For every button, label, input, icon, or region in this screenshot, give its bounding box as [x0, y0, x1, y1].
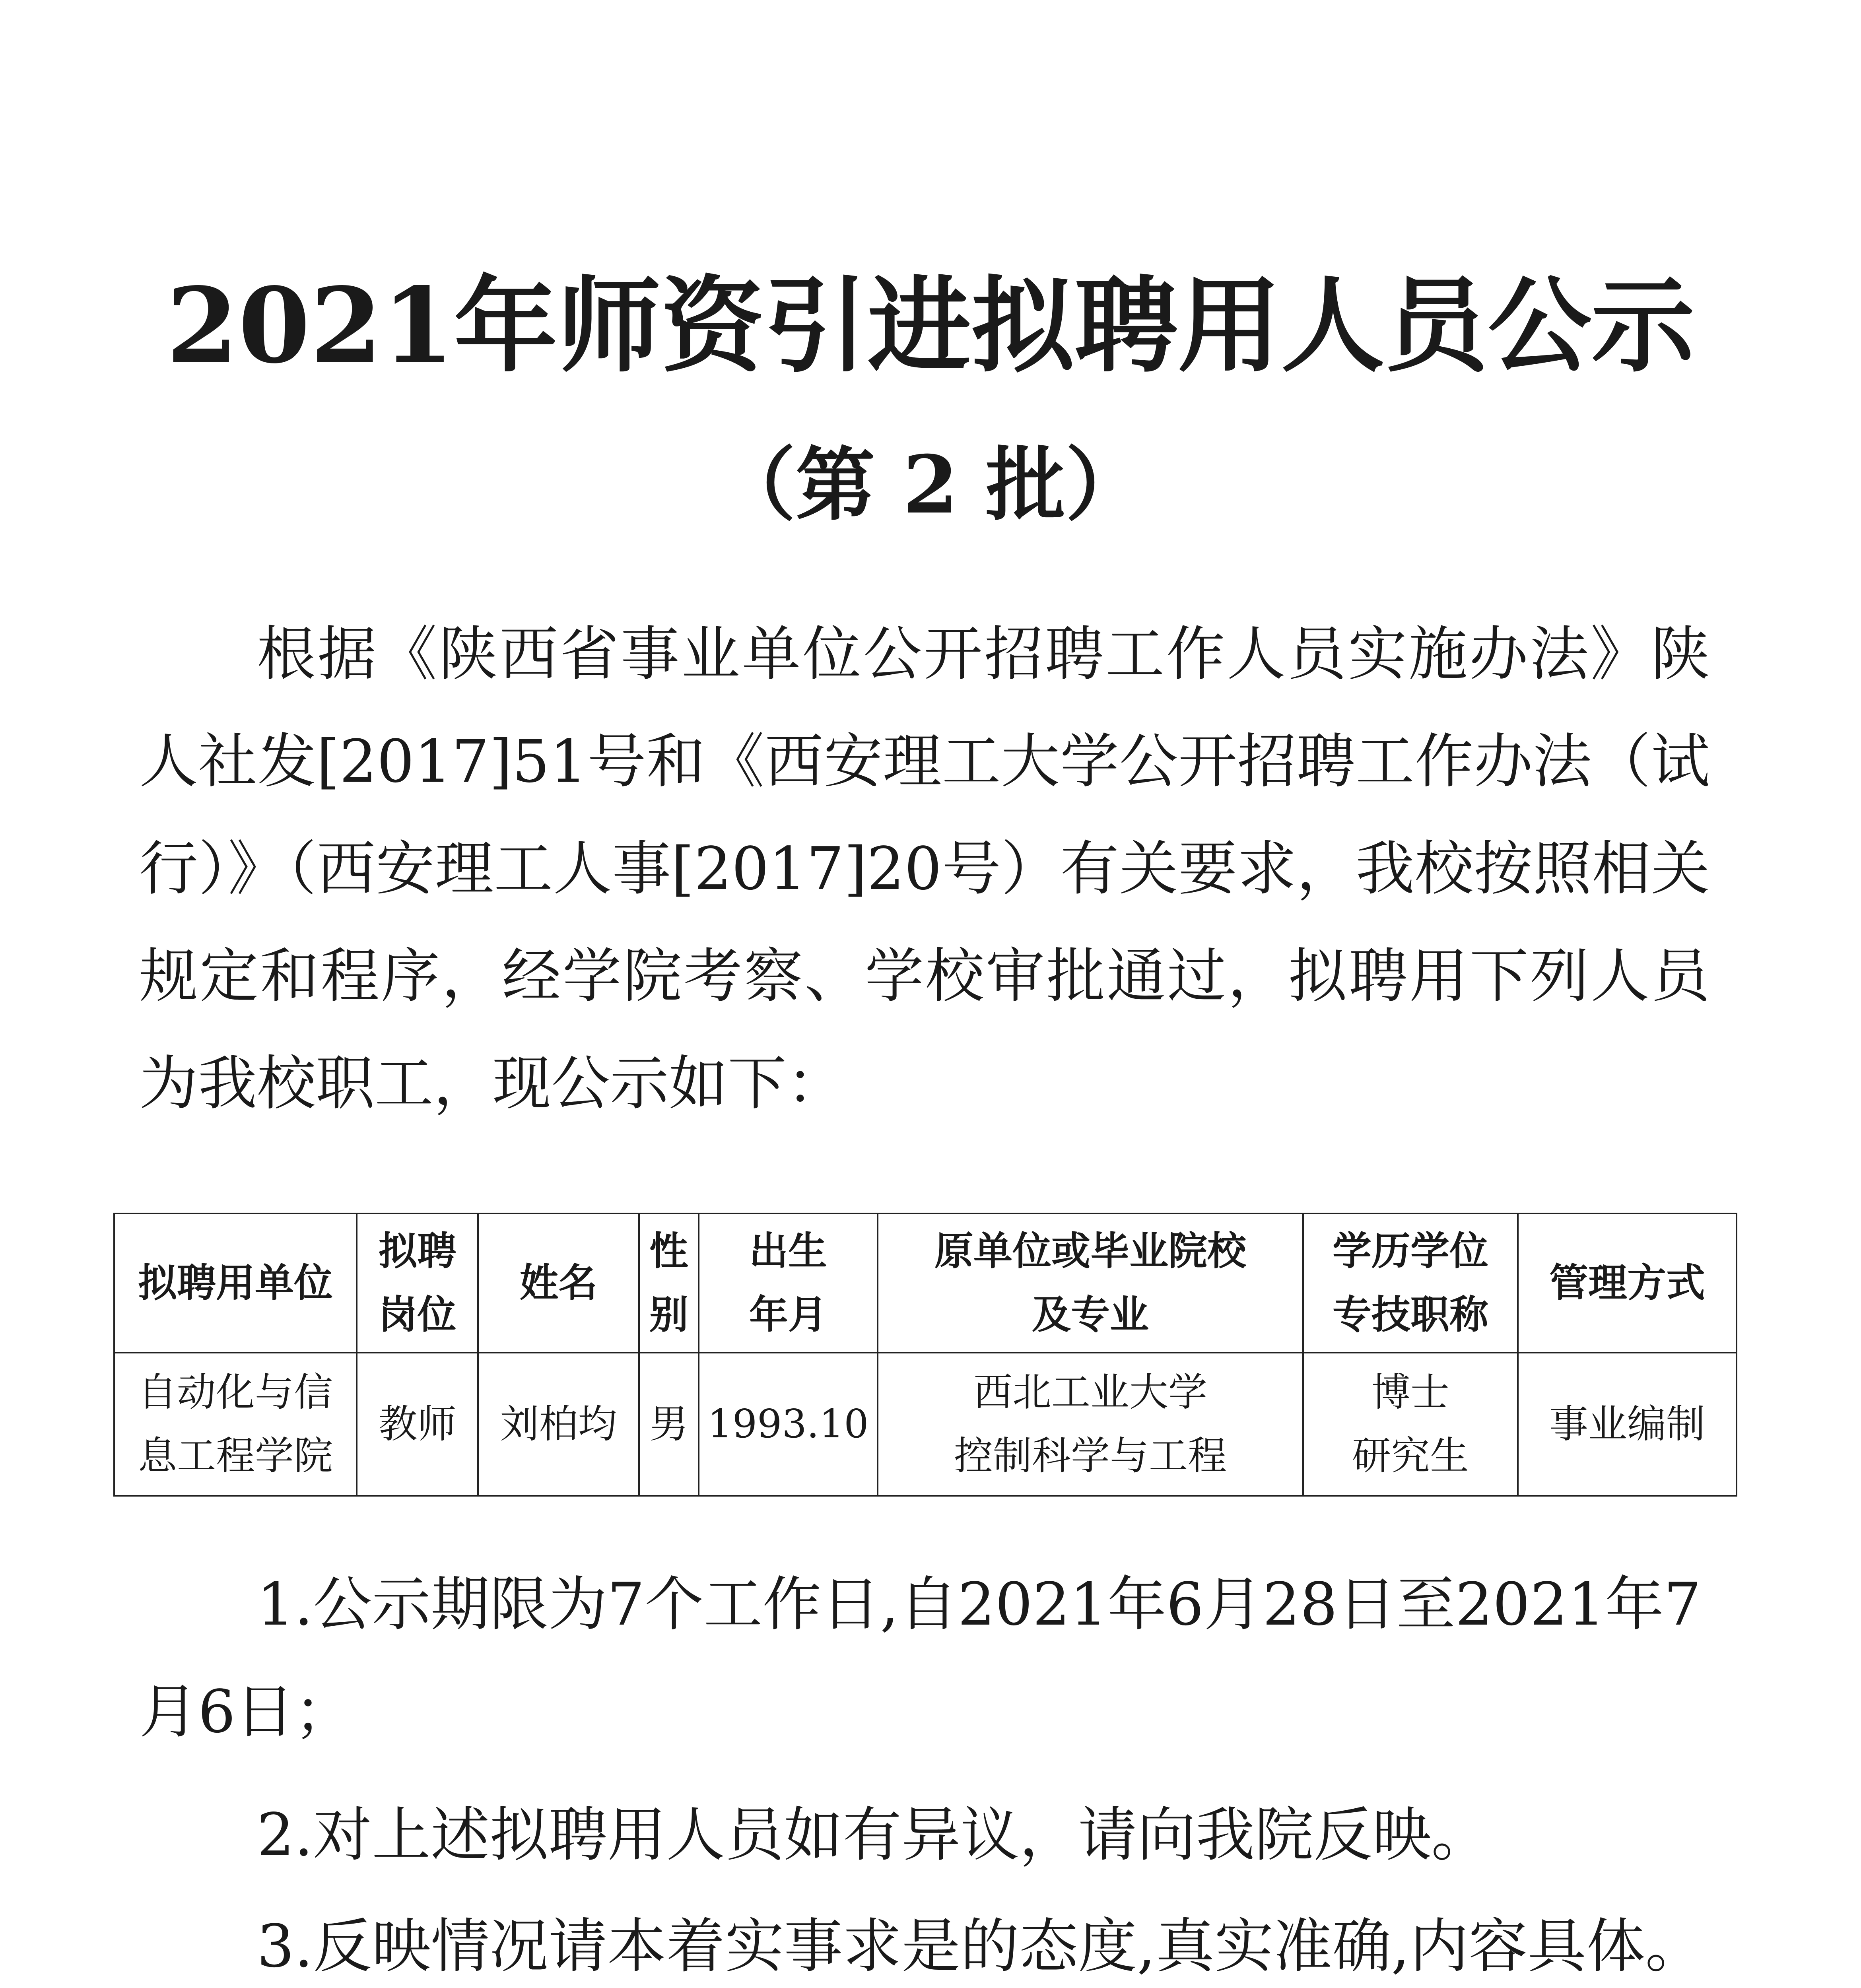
cell-management: 事业编制	[1518, 1353, 1737, 1496]
header-name: 姓名	[478, 1213, 639, 1353]
header-school: 原单位或毕业院校 及专业	[878, 1213, 1303, 1353]
header-gender: 性 别	[639, 1213, 699, 1353]
cell-name: 刘柏均	[478, 1353, 639, 1496]
document-title: 2021年师资引进拟聘用人员公示	[166, 265, 1695, 386]
cell-school: 西北工业大学 控制科学与工程	[878, 1353, 1303, 1496]
header-management: 管理方式	[1518, 1213, 1737, 1353]
cell-unit: 自动化与信 息工程学院	[114, 1353, 357, 1496]
note-2: 2.对上述拟聘用人员如有异议，请向我院反映。	[257, 1801, 1490, 1869]
header-degree: 学历学位 专技职称	[1303, 1213, 1518, 1353]
table-row	[114, 1353, 1737, 1496]
cell-gender: 男	[639, 1353, 699, 1496]
header-unit: 拟聘用单位	[114, 1213, 357, 1353]
cell-position: 教师	[357, 1353, 478, 1496]
cell-degree: 博士 研究生	[1303, 1353, 1518, 1496]
note-3: 3.反映情况请本着实事求是的态度,真实准确,内容具体。	[257, 1912, 1704, 1980]
note-1: 1.公示期限为7个工作日,自2021年6月28日至2021年7月6日；	[139, 1570, 1702, 1746]
hiring-table	[113, 1213, 1737, 1497]
document-subtitle: （第 2 批）	[716, 438, 1145, 532]
intro-paragraph: 根据《陕西省事业单位公开招聘工作人员实施办法》陕人社发[2017]51号和《西安理工大学公开招聘工作办法（试行）》（西安理工人事[2017]20号）有关要求，我校按照相关规定和程序，经学院考察、学校审批通过，拟聘用下列人员为我校职工，现公示如下：	[139, 620, 1710, 1118]
header-position: 拟聘 岗位	[357, 1213, 478, 1353]
header-birth: 出生 年月	[699, 1213, 878, 1353]
table-header-row	[114, 1213, 1737, 1353]
cell-birth: 1993.10	[699, 1353, 878, 1496]
